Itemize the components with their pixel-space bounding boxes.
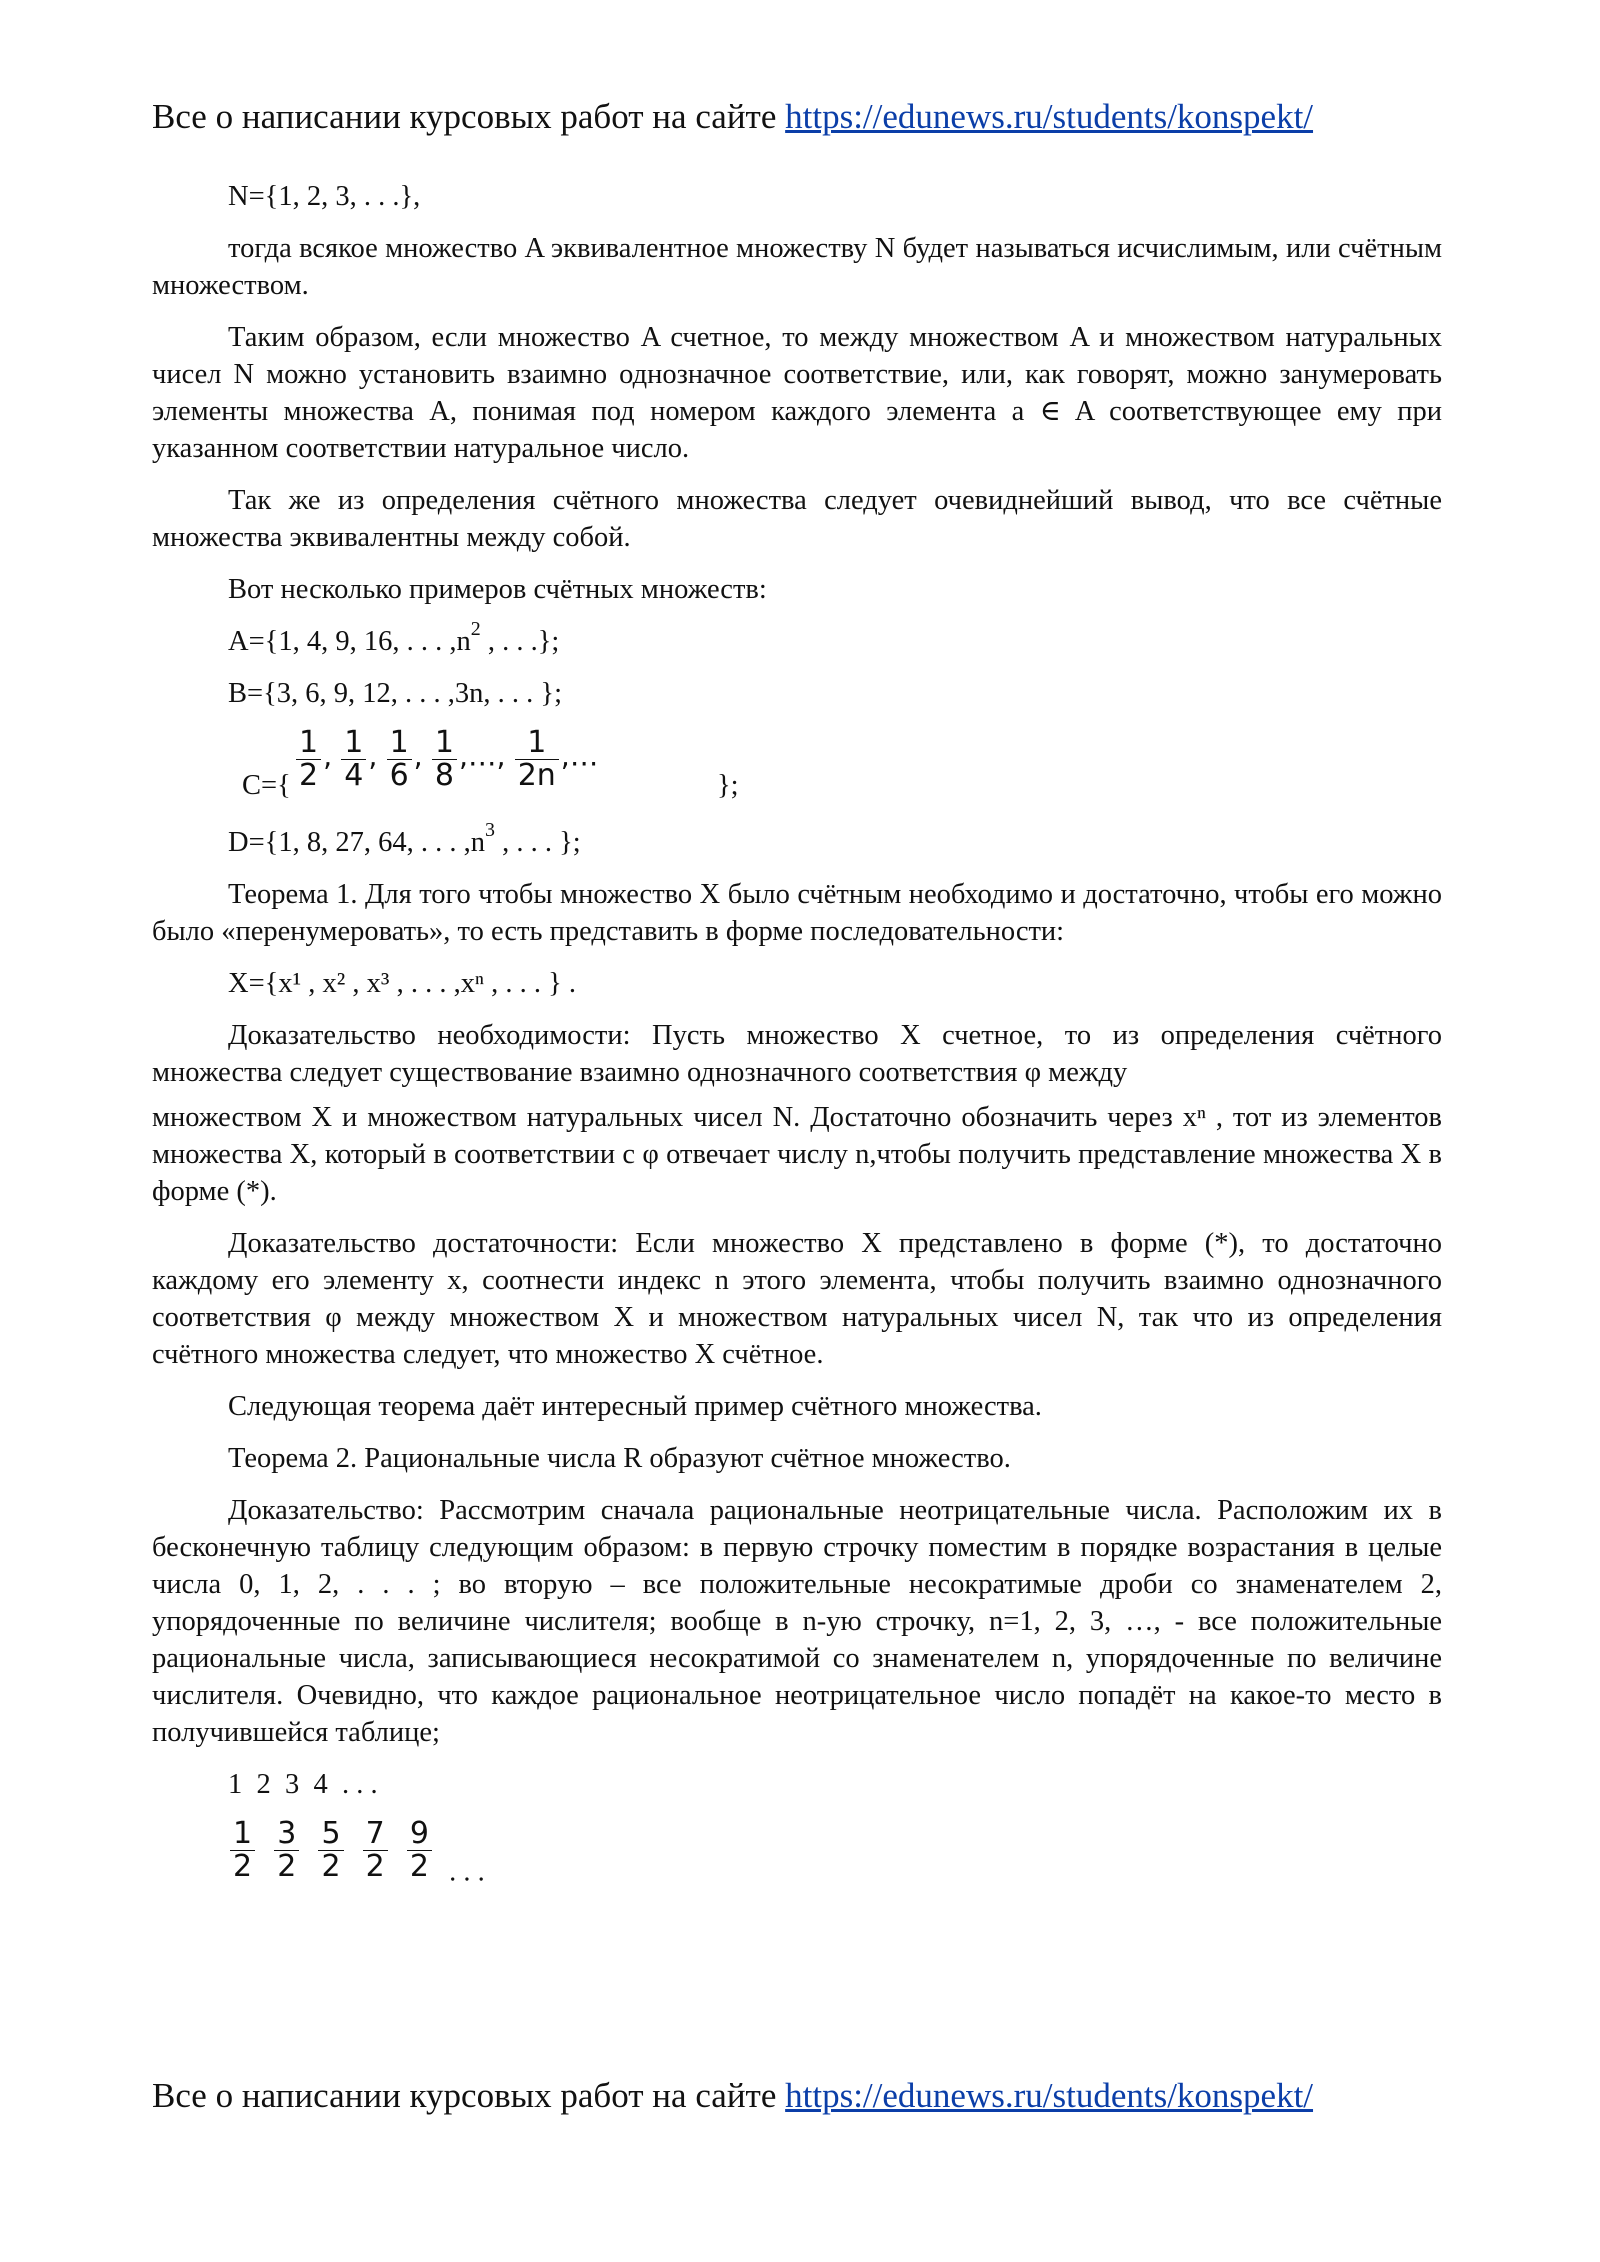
separator: , — [413, 739, 423, 773]
fraction-denominator: 6 — [389, 757, 409, 793]
set-a-exponent: 2 — [470, 618, 481, 641]
fraction — [387, 727, 412, 791]
fraction-numerator: 1 — [515, 727, 559, 760]
document-body — [152, 178, 1442, 1891]
row-ellipsis: . . . — [449, 1856, 485, 1888]
set-c-fractions — [294, 727, 598, 791]
fraction-denominator: 2 — [321, 1848, 341, 1884]
footer-link[interactable]: https://edunews.ru/students/konspekt/ — [785, 2076, 1314, 2115]
fraction-denominator: 4 — [344, 757, 364, 793]
paragraph-equivalence: Так же из определения счётного множества следует очевиднейший вывод, что все счётные множества эквивалентны между собой. — [152, 485, 1442, 553]
fraction — [318, 1818, 343, 1882]
fraction-numerator: 3 — [274, 1818, 299, 1851]
fraction — [341, 727, 366, 791]
fraction-numerator: 1 — [432, 727, 457, 760]
set-d-prefix: D={1, 8, 27, 64, . . . ,n — [228, 827, 485, 858]
fraction-numerator: 9 — [407, 1818, 432, 1851]
fraction — [432, 727, 457, 791]
fraction — [296, 727, 321, 791]
set-a-prefix: A={1, 4, 9, 16, . . . ,n — [228, 626, 471, 657]
set-d-exponent: 3 — [484, 819, 495, 842]
set-c-label: C={ — [242, 770, 291, 801]
set-c-end: }; — [717, 770, 739, 801]
fraction-numerator: 1 — [296, 727, 321, 760]
fraction-denominator: 8 — [434, 757, 454, 793]
paragraph-enumeration: Таким образом, если множество A счетное, то между множеством A и множеством натуральных чисел N можно установить взаимно однозначное соответствие, или, как говорят, можно занумеровать элементы множества A, понимая под номером каждого элемента a ∈ A соответствующее ему при указанном соответствии натуральное число. — [152, 322, 1442, 464]
fraction-denominator: 2 — [409, 1848, 429, 1884]
fraction-denominator: 2 — [365, 1848, 385, 1884]
set-c-line — [242, 727, 1442, 809]
fraction — [230, 1818, 255, 1882]
separator: , — [323, 739, 333, 773]
proof-sufficiency: Доказательство достаточности: Если множество X представлено в форме (*), то достаточно каждому его элементу x, соотнести индекс n этого элемента, чтобы получить взаимно однозначного соответствия φ между множеством X и множеством натуральных чисел N, так что из определения счётного множества следует, что множество X счётное. — [152, 1228, 1442, 1370]
theorem-2: Теорема 2. Рациональные числа R образуют счётное множество. — [228, 1443, 1011, 1474]
header-link[interactable]: https://edunews.ru/students/konspekt/ — [785, 97, 1314, 136]
fraction-denominator: 2 — [233, 1848, 253, 1884]
page-footer — [152, 2076, 1313, 2116]
proof-necessity-part1: Доказательство необходимости: Пусть множество X счетное, то из определения счётного множества следует существование взаимно однозначного соответствия φ между — [152, 1020, 1442, 1088]
proof-necessity-part2: множеством X и множеством натуральных чисел N. Достаточно обозначить через xⁿ , тот из элементов множества X, который в соответствии с φ отвечает числу n,чтобы получить представление множества X в форме (*). — [152, 1102, 1442, 1207]
paragraph-examples-intro: Вот несколько примеров счётных множеств: — [228, 574, 767, 605]
header-text: Все о написании курсовых работ на сайте — [152, 97, 786, 136]
table-row-halves — [228, 1818, 1442, 1891]
fraction-numerator: 7 — [363, 1818, 388, 1851]
fraction-denominator: 2 — [299, 757, 319, 793]
ellipsis: ,… — [560, 739, 599, 773]
set-b-line: B={3, 6, 9, 12, . . . ,3n, . . . }; — [228, 678, 562, 709]
fraction-numerator: 1 — [230, 1818, 255, 1851]
x-sequence-line: X={x¹ , x² , x³ , . . . ,xⁿ , . . . } . — [228, 968, 576, 999]
paragraph-countable-definition: тогда всякое множество A эквивалентное множеству N будет называться исчислимым, или счётным множеством. — [152, 233, 1442, 301]
next-theorem-intro: Следующая теорема даёт интересный пример счётного множества. — [228, 1391, 1042, 1422]
theorem-1: Теорема 1. Для того чтобы множество X было счётным необходимо и достаточно, чтобы его можно было «перенумеровать», то есть представить в форме последовательности: — [152, 879, 1442, 947]
set-a-line — [228, 618, 1442, 660]
fraction — [515, 727, 559, 791]
fraction-denominator: 2 — [277, 1848, 297, 1884]
fraction-numerator: 1 — [387, 727, 412, 760]
fraction — [363, 1818, 388, 1882]
fraction-numerator: 5 — [318, 1818, 343, 1851]
set-d-suffix: , . . . }; — [494, 827, 581, 858]
set-a-suffix: , . . .}; — [480, 626, 560, 657]
page-header — [152, 97, 1313, 137]
fraction-numerator: 1 — [341, 727, 366, 760]
proof-theorem-2: Доказательство: Рассмотрим сначала рациональные неотрицательные числа. Расположим их в бесконечную таблицу следующим образом: в первую строчку поместим в порядке возрастания в целые числа 0, 1, 2, . . . ; во вторую – все положительные несократимые дроби со знаменателем 2, упорядоченные по величине числителя; вообще в n-ую строчку, n=1, 2, 3, …, - все положительные рациональные числа, записывающиеся несократимой со знаменателем n, упорядоченные по величине числителя. Очевидно, что каждое рациональное неотрицательное число попадёт на какое-то место в получившейся таблице; — [152, 1495, 1442, 1748]
footer-text: Все о написании курсовых работ на сайте — [152, 2076, 786, 2115]
fraction — [407, 1818, 432, 1882]
n-set-line: N={1, 2, 3, . . .}, — [228, 181, 421, 212]
ellipsis: ,…, — [458, 739, 506, 773]
table-row-integers: 1 2 3 4 . . . — [228, 1769, 378, 1800]
separator: , — [368, 739, 378, 773]
set-d-line — [228, 819, 1442, 861]
fraction — [274, 1818, 299, 1882]
fraction-denominator: 2n — [517, 757, 556, 793]
